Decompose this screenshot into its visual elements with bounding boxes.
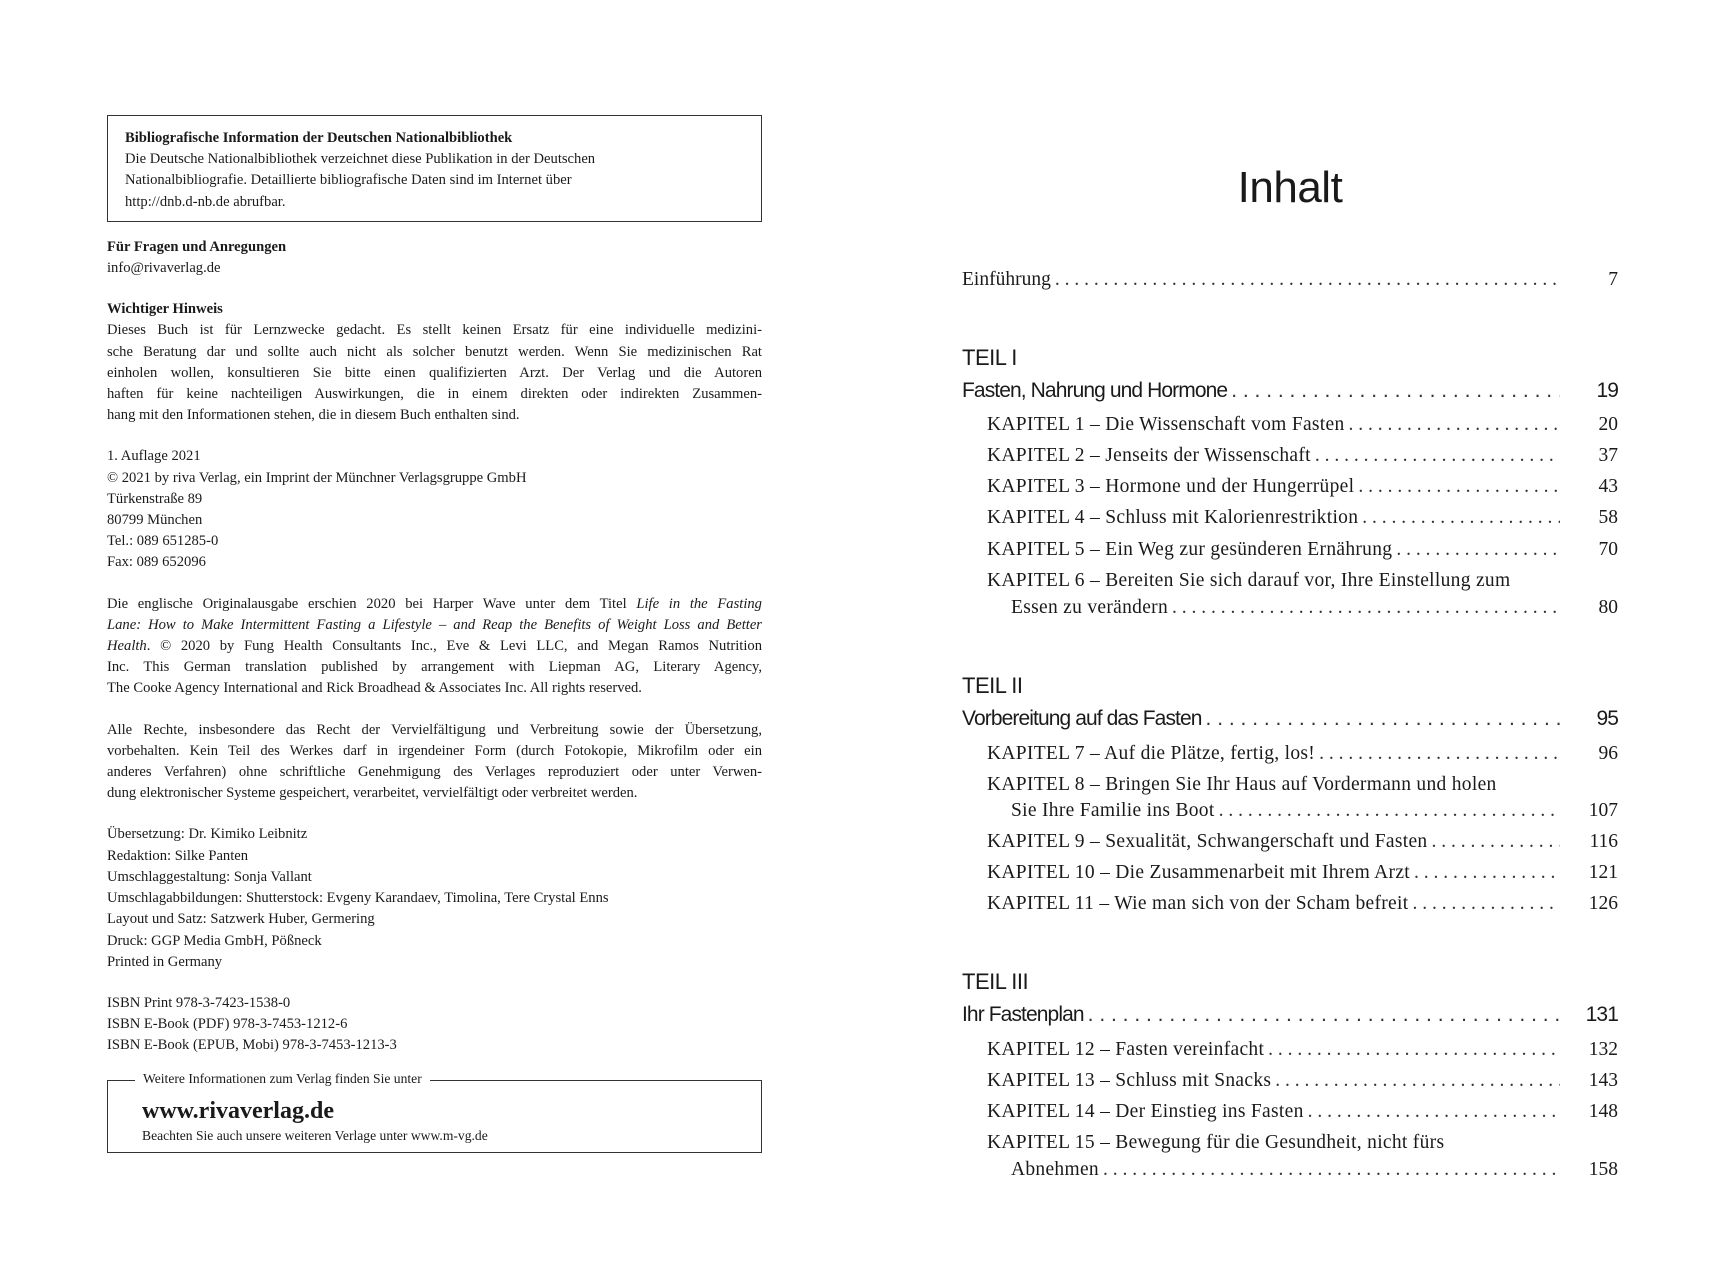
credits-line: Printed in Germany: [107, 953, 223, 970]
contact-email: info@rivaverlag.de: [107, 260, 221, 277]
original-line: The Cooke Agency International and Rick Broadhead & Associates Inc. All rights reserved.: [107, 680, 642, 697]
toc-leader: [1206, 706, 1560, 732]
toc-leader: [1362, 505, 1560, 531]
credits-line: Layout und Satz: Satzwerk Huber, Germering: [107, 911, 375, 928]
bib-line: Nationalbibliografie. Detaillierte bibliografische Daten sind im Internet über: [125, 172, 572, 189]
toc-chapter-continuation[interactable]: [1011, 796, 1618, 824]
notice-block: [107, 299, 762, 426]
bib-line: Die Deutsche Nationalbibliothek verzeichnet diese Publikation in der Deutschen: [125, 151, 596, 168]
isbn-line: ISBN E-Book (PDF) 978-3-7453-1212-6: [107, 1016, 348, 1033]
toc-page-number: 95: [1596, 707, 1618, 730]
toc-chapter[interactable]: [987, 770, 1618, 798]
publisher-block: [107, 446, 762, 573]
toc-chapter-continuation[interactable]: [1011, 1155, 1618, 1183]
credits-line: Übersetzung: Dr. Kimiko Leibnitz: [107, 826, 308, 843]
toc-page-number: 121: [1588, 862, 1618, 883]
toc-entry-title: KAPITEL 3 – Hormone und der Hungerrüpel: [987, 476, 1355, 497]
toc-entry-title: Einführung: [962, 269, 1051, 290]
contact-heading: Für Fragen und Anregungen: [107, 238, 287, 255]
toc-leader: [1088, 1002, 1560, 1028]
toc-chapter[interactable]: [987, 1097, 1618, 1125]
credits-line: Umschlaggestaltung: Sonja Vallant: [107, 868, 312, 885]
original-title: Lane: How to Make Intermittent Fasting a Lifestyle – and Reap the Benefits of Weight Loss and Better: [107, 616, 762, 633]
web-info-note: Beachten Sie auch unsere weiteren Verlage unter www.m-vg.de: [142, 1127, 488, 1143]
toc-entry-title: KAPITEL 13 – Schluss mit Snacks: [987, 1070, 1272, 1091]
bibliographic-info-box: [107, 115, 762, 222]
publisher-line: Fax: 089 652096: [107, 554, 206, 571]
toc-entry-introduction[interactable]: [962, 265, 1618, 293]
toc-entry-title: KAPITEL 10 – Die Zusammenarbeit mit Ihrem Arzt: [987, 862, 1411, 883]
rights-line: Alle Rechte, insbesondere das Recht der Vervielfältigung und Verbreitung sowie der Übersetzung,: [107, 721, 762, 738]
toc-entry-title: KAPITEL 1 – Die Wissenschaft vom Fasten: [987, 414, 1345, 435]
toc-chapter[interactable]: [987, 739, 1618, 767]
toc-chapter[interactable]: [987, 889, 1618, 917]
toc-page-number: 20: [1598, 414, 1618, 435]
toc-leader: [1055, 267, 1560, 293]
publisher-line: 1. Auflage 2021: [107, 448, 201, 465]
notice-line: hang mit den Informationen stehen, die in diesem Buch enthalten sind.: [107, 407, 520, 424]
original-title: Health: [107, 638, 147, 655]
bib-heading: Bibliografische Information der Deutschen Nationalbibliothek: [125, 130, 513, 146]
toc-part-title[interactable]: [962, 704, 1618, 732]
toc-chapter[interactable]: [987, 472, 1618, 500]
notice-line: haften für keine nachteiligen Auswirkungen, die in einem direkten oder indirekten Zusammen-: [107, 386, 762, 403]
isbn-line: ISBN E-Book (EPUB, Mobi) 978-3-7453-1213-3: [107, 1037, 397, 1054]
toc-page-number: 158: [1588, 1159, 1618, 1180]
toc-chapter-continuation[interactable]: [1011, 593, 1618, 621]
toc-chapter[interactable]: [987, 441, 1618, 469]
toc-page-number: 96: [1598, 743, 1618, 764]
toc-entry-title: KAPITEL 4 – Schluss mit Kalorienrestriktion: [987, 507, 1359, 528]
toc-page-number: 70: [1598, 539, 1618, 560]
toc-entry-title: KAPITEL 9 – Sexualität, Schwangerschaft und Fasten: [987, 831, 1428, 852]
toc-entry-title: KAPITEL 6 – Bereiten Sie sich darauf vor, Ihre Einstellung zum: [987, 570, 1511, 591]
toc-page-number: 148: [1588, 1101, 1618, 1122]
page-title: Inhalt: [1237, 163, 1343, 212]
part-label: TEIL I: [962, 345, 1017, 370]
toc-entry-title: Abnehmen: [1011, 1159, 1099, 1180]
toc-chapter[interactable]: [987, 566, 1618, 594]
rights-block: [107, 720, 762, 805]
toc-leader: [1275, 1068, 1560, 1094]
credits-block: [107, 824, 762, 972]
publisher-line: © 2021 by riva Verlag, ein Imprint der Münchner Verlagsgruppe GmbH: [107, 469, 527, 486]
toc-chapter[interactable]: [987, 827, 1618, 855]
original-title: Life in the Fasting: [636, 595, 762, 612]
bib-line: http://dnb.d-nb.de abrufbar.: [125, 193, 286, 210]
original-line: [107, 615, 762, 636]
toc-page-number: 80: [1598, 597, 1618, 618]
imprint-page: [107, 115, 762, 1153]
toc-page-number: 7: [1608, 269, 1618, 290]
toc-page-number: 143: [1588, 1070, 1618, 1091]
notice-line: einholen wollen, konsultieren Sie bitte einen qualifizierten Arzt. Der Verlag und die Autoren: [107, 364, 762, 381]
web-info-frame: [107, 1080, 762, 1153]
original-line: [107, 636, 762, 657]
toc-page-number: 43: [1598, 476, 1618, 497]
toc-page-number: 126: [1588, 893, 1618, 914]
publisher-url-link[interactable]: www.rivaverlag.de: [142, 1097, 334, 1124]
toc-leader: [1231, 378, 1560, 404]
toc-page-number: 132: [1588, 1039, 1618, 1060]
toc-chapter[interactable]: [987, 858, 1618, 886]
toc-leader: [1396, 537, 1560, 563]
toc-page-number: 107: [1588, 800, 1618, 821]
toc-entry-title: Vorbereitung auf das Fasten: [962, 707, 1202, 730]
rights-line: vorbehalten. Kein Teil des Werkes darf in irgendeiner Form (durch Fotokopie, Mikrofilm oder ein: [107, 742, 762, 759]
original-text: . © 2020 by Fung Health Consultants Inc., Eve & Levi LLC, and Megan Ramos Nutrition: [146, 638, 762, 655]
publisher-line: Tel.: 089 651285-0: [107, 533, 219, 550]
credits-line: Umschlagabbildungen: Shutterstock: Evgeny Karandaev, Timolina, Tere Crystal Enns: [107, 890, 609, 907]
toc-chapter[interactable]: [987, 1066, 1618, 1094]
toc-entry-title: KAPITEL 2 – Jenseits der Wissenschaft: [987, 445, 1311, 466]
toc-page-number: 131: [1585, 1003, 1618, 1026]
publisher-line: Türkenstraße 89: [107, 490, 203, 507]
toc-entry-title: KAPITEL 11 – Wie man sich von der Scham befreit: [987, 893, 1409, 914]
credits-line: Druck: GGP Media GmbH, Pößneck: [107, 932, 322, 949]
rights-line: anderes Verfahren) ohne schriftliche Genehmigung des Verlages reproduziert oder unter Verwen-: [107, 764, 762, 781]
notice-heading: Wichtiger Hinweis: [107, 301, 223, 318]
toc-chapter[interactable]: [987, 535, 1618, 563]
toc-chapter[interactable]: [987, 1035, 1618, 1063]
web-info-legend: Weitere Informationen zum Verlag finden Sie unter: [135, 1069, 430, 1089]
toc-entry-title: KAPITEL 14 – Der Einstieg ins Fasten: [987, 1101, 1304, 1122]
notice-line: sche Beratung dar und sollte auch nicht als solcher benutzt werden. Wenn Sie medizinischen Rat: [107, 343, 762, 360]
toc-chapter[interactable]: [987, 410, 1618, 438]
toc-leader: [1412, 891, 1560, 917]
rights-line: dung elektronischer Systeme gespeichert, verarbeitet, vervielfältigt oder verbreitet werden.: [107, 785, 638, 802]
notice-line: Dieses Buch ist für Lernzwecke gedacht. Es stellt keinen Ersatz für eine individuelle medizini-: [107, 322, 762, 339]
toc-leader: [1172, 595, 1560, 621]
toc-entry-title: Ihr Fastenplan: [962, 1003, 1084, 1026]
toc-entry-title: KAPITEL 8 – Bringen Sie Ihr Haus auf Vordermann und holen: [987, 774, 1497, 795]
publisher-line: 80799 München: [107, 512, 203, 529]
toc-leader: [1315, 443, 1560, 469]
toc-leader: [1308, 1099, 1560, 1125]
toc-leader: [1103, 1157, 1560, 1183]
original-edition-block: [107, 594, 762, 700]
isbn-block: [107, 993, 762, 1057]
toc-part-title[interactable]: [962, 376, 1618, 404]
toc-entry-title: Sie Ihre Familie ins Boot: [1011, 800, 1215, 821]
toc-leader: [1219, 798, 1560, 824]
toc-leader: [1268, 1037, 1560, 1063]
toc-entry-title: KAPITEL 5 – Ein Weg zur gesünderen Ernährung: [987, 539, 1393, 560]
part-label: TEIL III: [962, 969, 1029, 994]
credits-line: Redaktion: Silke Panten: [107, 847, 249, 864]
contact-block: [107, 237, 762, 279]
toc-leader: [1319, 741, 1560, 767]
toc-leader: [1358, 474, 1560, 500]
toc-entry-title: Essen zu verändern: [1011, 597, 1169, 618]
toc-page-number: 58: [1598, 507, 1618, 528]
toc-entry-title: Fasten, Nahrung und Hormone: [962, 379, 1228, 402]
original-text: Die englische Originalausgabe erschien 2020 bei Harper Wave unter dem Titel: [107, 595, 637, 612]
toc-chapter[interactable]: [987, 1128, 1618, 1156]
toc-entry-title: KAPITEL 7 – Auf die Plätze, fertig, los!: [987, 743, 1316, 764]
web-info-box: [107, 1070, 762, 1153]
toc-leader: [1349, 412, 1560, 438]
isbn-line: ISBN Print 978-3-7423-1538-0: [107, 994, 291, 1011]
toc-leader: [1414, 860, 1560, 886]
part-label: TEIL II: [962, 673, 1023, 698]
toc-leader: [1431, 829, 1560, 855]
toc-page-number: 19: [1596, 379, 1618, 402]
toc-part-title[interactable]: [962, 1000, 1618, 1028]
original-line: Inc. This German translation published by arrangement with Liepman AG, Literary Agency,: [107, 659, 762, 676]
original-line: [107, 594, 762, 615]
toc-entry-title: KAPITEL 15 – Bewegung für die Gesundheit, nicht fürs: [987, 1132, 1445, 1153]
toc-page-number: 116: [1589, 831, 1618, 852]
toc-entry-title: KAPITEL 12 – Fasten vereinfacht: [987, 1039, 1265, 1060]
toc-page-number: 37: [1598, 445, 1618, 466]
toc-chapter[interactable]: [987, 503, 1618, 531]
